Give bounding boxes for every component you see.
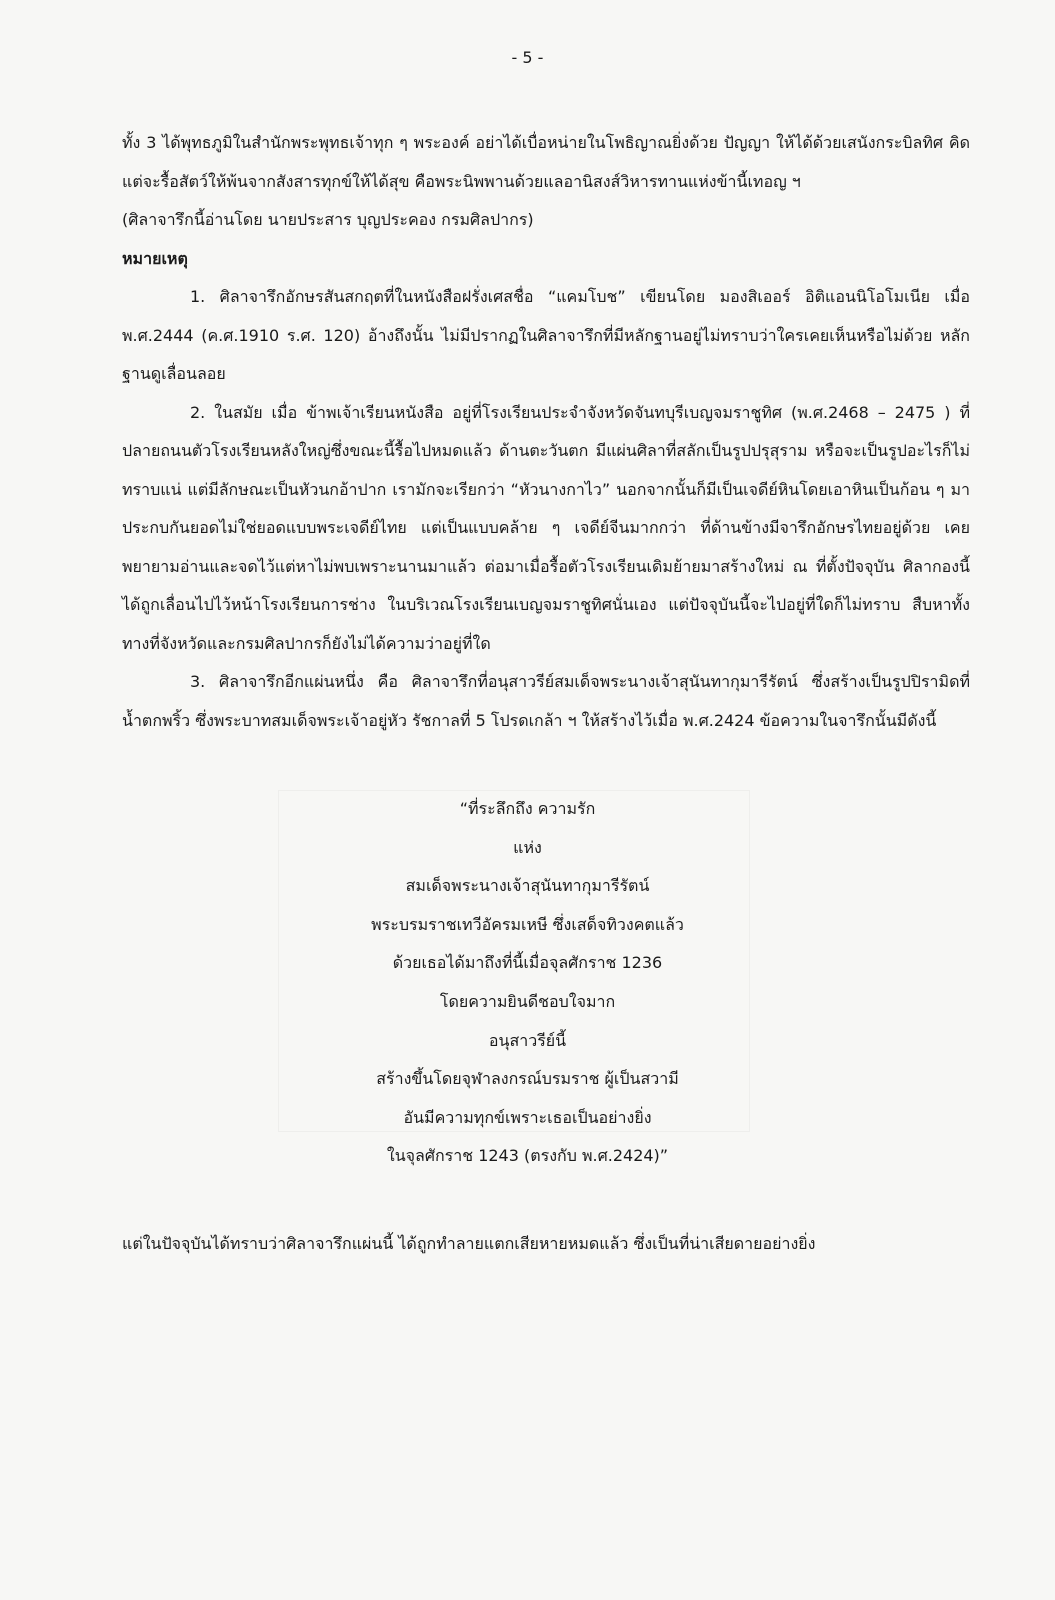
notes-heading: หมายเหตุ — [122, 248, 188, 268]
inscription-text — [0, 790, 1055, 1176]
note-item-1: 1. ศิลาจารึกอักษรสันสกฤตที่ในหนังสือฝรั่งเศสชื่อ “แคมโบช” เขียนโดย มองสิเออร์ อิติแอนนิโอโมเนีย เมื่อ พ.ศ.2444 (ค.ศ.1910 ร.ศ. 120) อ้างถึงนั้น ไม่มีปรากฏในศิลาจารึกที่มีหลักฐานอยู่ไม่ทราบว่าใครเคยเห็นหรือไม่ด้วย หลักฐานดูเลื่อนลอย — [122, 287, 970, 383]
intro-paragraph: ทั้ง 3 ได้พุทธภูมิในสำนักพระพุทธเจ้าทุก ๆ พระองค์ อย่าได้เบื่อหน่ายในโพธิญาณยิ่งด้วย ปัญญา ให้ได้ด้วยเสนังกระบิลทิศ คิดแต่จะรื้อสัตว์ให้พ้นจากสังสารทุกข์ให้ได้สุข คือพระนิพพานด้วยแลอานิสงส์วิหารทานแห่งข้านี้เทอญ ฯ — [122, 133, 970, 191]
inscription-reader-credit: (ศิลาจารึกนี้อ่านโดย นายประสาร บุญประคอง กรมศิลปากร) — [122, 210, 534, 229]
page-number: - 5 - — [511, 48, 544, 67]
inscription-line: พระบรมราชเทวีอัครมเหษี ซึ่งเสด็จทิวงคตแล้ว — [371, 914, 684, 934]
inscription-line: “ที่ระลึกถึง ความรัก — [459, 799, 596, 818]
inscription-line: โดยความยินดีชอบใจมาก — [439, 991, 616, 1011]
inscription-line: แห่ง — [513, 837, 542, 857]
inscription-line: สมเด็จพระนางเจ้าสุนันทากุมารีรัตน์ — [405, 876, 650, 896]
inscription-line: อนุสาวรีย์นี้ — [488, 1030, 567, 1050]
body-text — [122, 124, 970, 740]
note-item-2: 2. ในสมัย เมื่อ ข้าพเจ้าเรียนหนังสือ อยู่ที่โรงเรียนประจำจังหวัดจันทบุรีเบญจมราชูทิศ (พ.ศ.2468 – 2475 ) ที่ปลายถนนตัวโรงเรียนหลังใหญ่ซึ่งขณะนี้รื้อไปหมดแล้ว ด้านตะวันตก มีแผ่นศิลาที่สลักเป็นรูปปรุสุราม หรือจะเป็นรูปอะไรก็ไม่ทราบแน่ แต่มีลักษณะเป็นหัวนกอ้าปาก เรามักจะเรียกว่า “หัวนางกาไว” นอกจากนั้นก็มีเป็นเจดีย์หินโดยเอาหินเป็นก้อน ๆ มาประกบกันยอดไม่ใช่ยอดแบบพระเจดีย์ไทย แต่เป็นแบบคล้าย ๆ เจดีย์จีนมากกว่า ที่ด้านข้างมีจารึกอักษรไทยอยู่ด้วย เคยพยายามอ่านและจดไว้แต่หาไม่พบเพราะนานมาแล้ว ต่อมาเมื่อรื้อตัวโรงเรียนเดิมย้ายมาสร้างใหม่ ณ ที่ตั้งปัจจุบัน ศิลากองนี้ได้ถูกเลื่อนไปไว้หน้าโรงเรียนการช่าง ในบริเวณโรงเรียนเบญจมราชูทิศนั่นเอง แต่ปัจจุบันนี้จะไปอยู่ที่ใดก็ไม่ทราบ สืบหาทั้งทางที่จังหวัดและกรมศิลปากรก็ยังไม่ได้ความว่าอยู่ที่ใด — [122, 402, 970, 653]
inscription-line: ในจุลศักราช 1243 (ตรงกับ พ.ศ.2424)” — [386, 1146, 669, 1166]
inscription-line: สร้างขึ้นโดยจุฬาลงกรณ์บรมราช ผู้เป็นสวามี — [376, 1069, 679, 1089]
note-item-3: 3. ศิลาจารึกอีกแผ่นหนึ่ง คือ ศิลาจารึกที่อนุสาวรีย์สมเด็จพระนางเจ้าสุนันทากุมารีรัตน์ ซึ่งสร้างเป็นรูปปิรามิดที่น้ำตกพริ้ว ซึ่งพระบาทสมเด็จพระเจ้าอยู่หัว รัชกาลที่ 5 โปรดเกล้า ฯ ให้สร้างไว้เมื่อ พ.ศ.2424 ข้อความในจารึกนั้นมีดังนี้ — [122, 672, 970, 730]
inscription-line: ด้วยเธอได้มาถึงที่นี้เมื่อจุลศักราช 1236 — [392, 953, 663, 973]
closing-paragraph: แต่ในปัจจุบันได้ทราบว่าศิลาจารึกแผ่นนี้ ได้ถูกทำลายแตกเสียหายหมดแล้ว ซึ่งเป็นที่น่าเสียดายอย่างยิ่ง — [122, 1234, 816, 1253]
inscription-line: อันมีความทุกข์เพราะเธอเป็นอย่างยิ่ง — [403, 1107, 652, 1127]
